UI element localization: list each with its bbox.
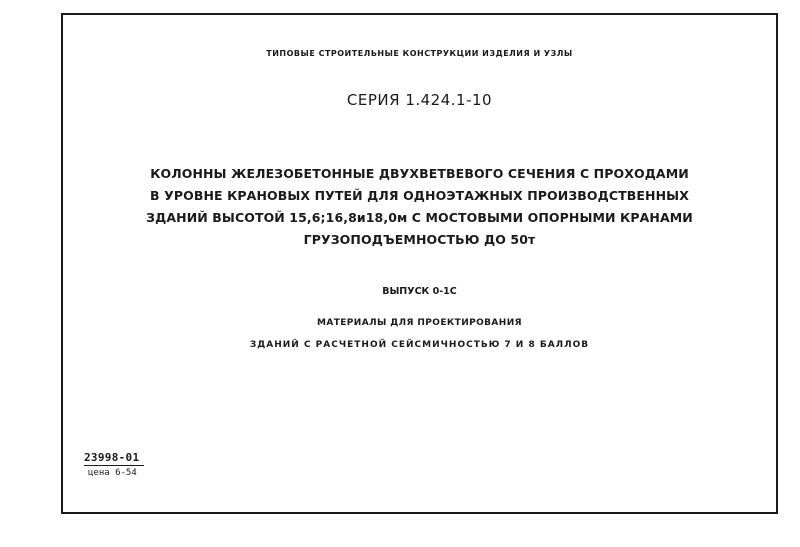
series-number: СЕРИЯ 1.424.1-10 (346, 91, 493, 109)
issue-number: ВЫПУСК 0-1С (382, 286, 457, 297)
document-title-line: ЗДАНИЙ ВЫСОТОЙ 15,6;16,8и18,0м С МОСТОВЫМИ ОПОРНЫМИ КРАНАМИ (146, 210, 693, 225)
series-header: ТИПОВЫЕ СТРОИТЕЛЬНЫЕ КОНСТРУКЦИИ ИЗДЕЛИЯ И УЗЛЫ (266, 49, 573, 58)
document-title-line: В УРОВНЕ КРАНОВЫХ ПУТЕЙ ДЛЯ ОДНОЭТАЖНЫХ ПРОИЗВОДСТВЕННЫХ (150, 188, 689, 203)
purpose-line: МАТЕРИАЛЫ ДЛЯ ПРОЕКТИРОВАНИЯ (316, 318, 522, 328)
document-title-line: КОЛОННЫ ЖЕЛЕЗОБЕТОННЫЕ ДВУХВЕТВЕВОГО СЕЧЕНИЯ С ПРОХОДАМИ (150, 166, 689, 181)
sheet-frame (61, 13, 778, 514)
purpose-line: ЗДАНИЙ С РАСЧЕТНОЙ СЕЙСМИЧНОСТЬЮ 7 И 8 БАЛЛОВ (249, 340, 590, 350)
document-title-line: ГРУЗОПОДЪЕМНОСТЬЮ ДО 50т (303, 232, 536, 247)
price-label: цена 6-54 (88, 468, 137, 478)
catalog-stamp (84, 451, 144, 478)
catalog-code: 23998-01 (84, 451, 144, 466)
